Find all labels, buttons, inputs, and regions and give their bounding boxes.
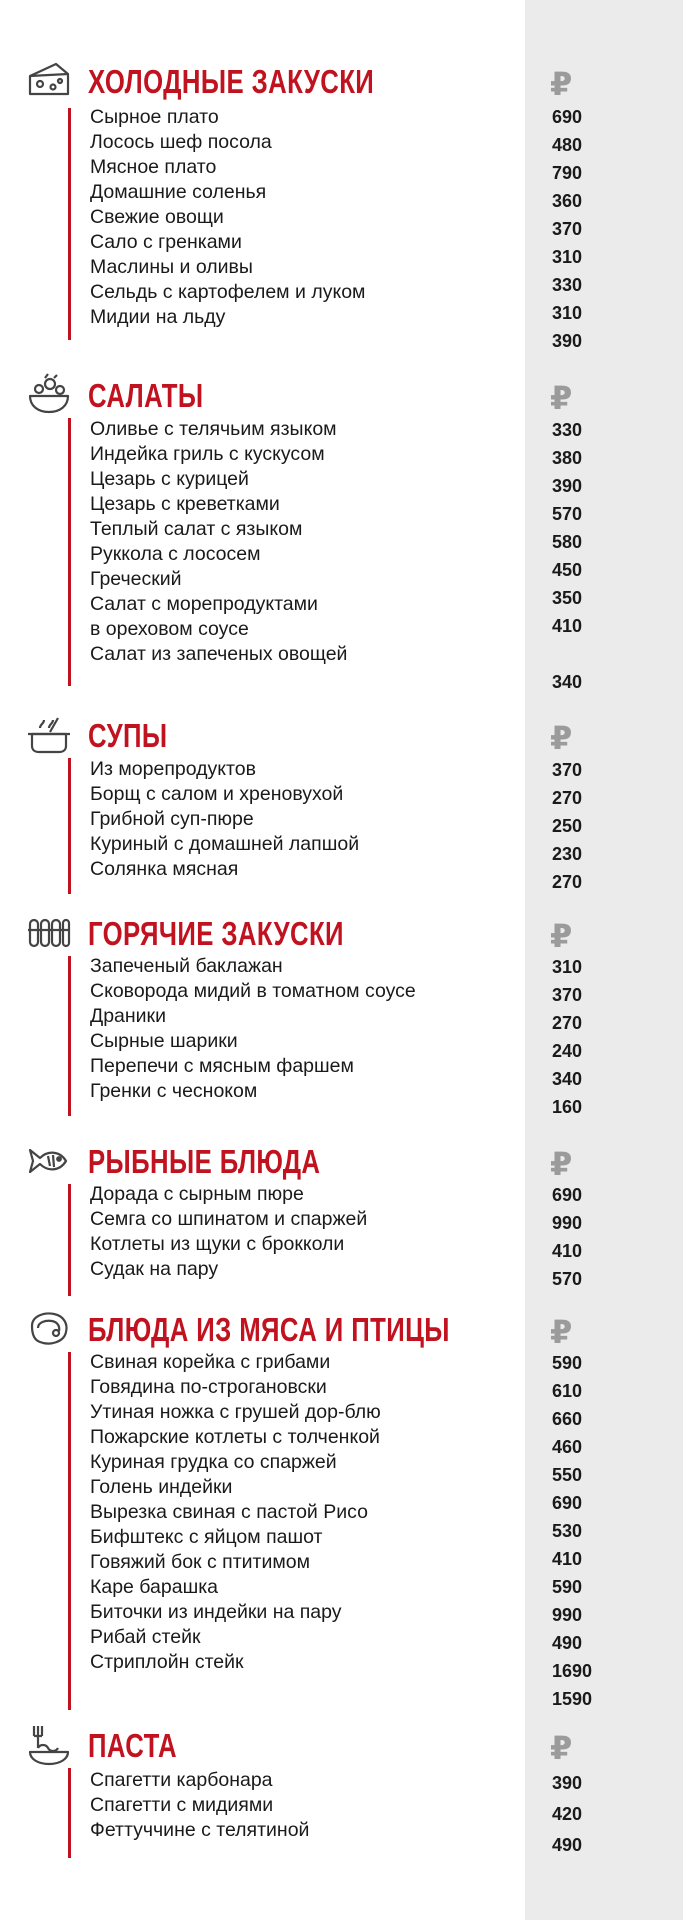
price: 590 <box>552 1353 583 1373</box>
section-title: СУПЫ <box>88 717 168 754</box>
ruble-symbol: ₽ <box>550 719 573 757</box>
price: 1590 <box>552 1689 593 1709</box>
section-divider-line <box>68 418 71 686</box>
menu-item: Запеченый баклажан <box>90 955 283 977</box>
menu-item: Салат с морепродуктами <box>90 593 318 615</box>
section-title: РЫБНЫЕ БЛЮДА <box>88 1143 321 1180</box>
price-column-background <box>525 0 683 1920</box>
section-title: ХОЛОДНЫЕ ЗАКУСКИ <box>88 63 375 100</box>
menu-item: Лосось шеф посола <box>90 131 272 153</box>
price: 250 <box>552 816 583 836</box>
price-list <box>552 953 582 1121</box>
menu-item: Сырные шарики <box>90 1030 238 1052</box>
menu-item: Маслины и оливы <box>90 256 253 278</box>
ruble-symbol: ₽ <box>550 65 573 103</box>
price: 270 <box>552 1013 583 1033</box>
menu-item: Теплый салат с языком <box>90 518 303 540</box>
item-list <box>90 1350 381 1675</box>
menu-item: Руккола с лососем <box>90 543 261 565</box>
price: 990 <box>552 1213 583 1233</box>
price-list <box>552 416 582 696</box>
menu-item: Сельдь с картофелем и луком <box>90 281 366 303</box>
price: 410 <box>552 1549 583 1569</box>
price: 570 <box>552 504 583 524</box>
menu-item: Индейка гриль с кускусом <box>90 443 325 465</box>
menu-item: Борщ с салом и хреновухой <box>90 783 344 805</box>
ruble-symbol: ₽ <box>550 1729 573 1767</box>
price: 390 <box>552 1773 583 1793</box>
menu-item: Цезарь с курицей <box>90 468 249 490</box>
menu-item: Голень индейки <box>90 1476 233 1498</box>
price: 230 <box>552 844 583 864</box>
menu-item: Сало с гренками <box>90 231 242 253</box>
menu-item: Каре барашка <box>90 1576 219 1598</box>
price: 450 <box>552 560 583 580</box>
menu-item: в ореховом соусе <box>90 618 249 640</box>
section-divider-line <box>68 758 71 894</box>
price: 240 <box>552 1041 583 1061</box>
menu-item: Спагетти с мидиями <box>90 1794 274 1816</box>
menu-item: Свиная корейка с грибами <box>90 1351 331 1373</box>
price: 360 <box>552 191 583 211</box>
section-title: САЛАТЫ <box>88 377 204 414</box>
pasta-fork-icon <box>26 1722 72 1768</box>
menu-item: Говяжий бок с птитимом <box>90 1551 311 1573</box>
price: 420 <box>552 1804 583 1824</box>
menu-item: Биточки из индейки на пару <box>90 1601 342 1623</box>
salad-bowl-icon <box>26 372 72 418</box>
price: 530 <box>552 1521 583 1541</box>
ruble-symbol: ₽ <box>550 379 573 417</box>
menu-item: Дорада с сырным пюре <box>90 1183 304 1205</box>
price: 370 <box>552 219 583 239</box>
item-list <box>90 757 359 882</box>
menu-item: Куриный с домашней лапшой <box>90 833 360 855</box>
price: 410 <box>552 1241 583 1261</box>
price: 490 <box>552 1633 583 1653</box>
menu-item: Стриплойн стейк <box>90 1651 244 1673</box>
section-divider-line <box>68 956 71 1116</box>
menu-item: Греческий <box>90 568 182 590</box>
price: 390 <box>552 476 583 496</box>
item-list <box>90 954 416 1104</box>
cheese-icon <box>26 58 72 104</box>
price: 410 <box>552 616 583 636</box>
ruble-symbol: ₽ <box>550 1145 573 1183</box>
section-divider-line <box>68 1184 71 1296</box>
price: 270 <box>552 788 583 808</box>
ruble-symbol: ₽ <box>550 917 573 955</box>
price: 660 <box>552 1409 583 1429</box>
price-list <box>552 1768 582 1861</box>
menu-item: Котлеты из щуки с брокколи <box>90 1233 345 1255</box>
price: 310 <box>552 303 583 323</box>
fish-icon <box>26 1138 72 1184</box>
section-title: ПАСТА <box>88 1727 178 1764</box>
menu-item: Драники <box>90 1005 166 1027</box>
price: 460 <box>552 1437 583 1457</box>
price-list <box>552 756 582 896</box>
menu-item: Рибай стейк <box>90 1626 201 1648</box>
price: 350 <box>552 588 583 608</box>
price: 580 <box>552 532 583 552</box>
price: 1690 <box>552 1661 593 1681</box>
menu-item: Семга со шпинатом и спаржей <box>90 1208 368 1230</box>
price: 480 <box>552 135 583 155</box>
price: 990 <box>552 1605 583 1625</box>
section-divider-line <box>68 1352 71 1710</box>
section-divider-line <box>68 1768 71 1858</box>
menu-item: Перепечи с мясным фаршем <box>90 1055 354 1077</box>
item-list <box>90 1768 309 1843</box>
menu-item: Судак на пару <box>90 1258 219 1280</box>
menu-item: Цезарь с креветками <box>90 493 280 515</box>
menu-item: Сырное плато <box>90 106 219 128</box>
menu-item: Бифштекс с яйцом пашот <box>90 1526 323 1548</box>
price: 590 <box>552 1577 583 1597</box>
steak-icon <box>26 1306 72 1352</box>
price: 370 <box>552 760 583 780</box>
menu-item: Свежие овощи <box>90 206 224 228</box>
price: 310 <box>552 957 583 977</box>
price: 690 <box>552 1493 583 1513</box>
menu-item: Салат из запеченых овощей <box>90 643 348 665</box>
menu-item: Вырезка свиная с пастой Рисо <box>90 1501 368 1523</box>
item-list <box>90 1182 367 1282</box>
price-list <box>552 103 582 355</box>
menu-item: Говядина по-строгановски <box>90 1376 327 1398</box>
price: 490 <box>552 1835 583 1855</box>
menu-item: Грибной суп-пюре <box>90 808 254 830</box>
price: 610 <box>552 1381 583 1401</box>
price: 340 <box>552 672 583 692</box>
menu-item: Сковорода мидий в томатном соусе <box>90 980 416 1002</box>
price: 330 <box>552 420 583 440</box>
price-list <box>552 1181 582 1293</box>
menu-item: Мясное плато <box>90 156 217 178</box>
menu-item: Мидии на льду <box>90 306 226 328</box>
price: 690 <box>552 107 583 127</box>
price: 690 <box>552 1185 583 1205</box>
menu-item: Оливье с телячьим языком <box>90 418 337 440</box>
menu-item: Куриная грудка со спаржей <box>90 1451 337 1473</box>
price: 390 <box>552 331 583 351</box>
menu-item: Феттуччине с телятиной <box>90 1819 310 1841</box>
price: 310 <box>552 247 583 267</box>
price: 370 <box>552 985 583 1005</box>
price: 270 <box>552 872 583 892</box>
price: 550 <box>552 1465 583 1485</box>
menu-item: Солянка мясная <box>90 858 239 880</box>
menu-item: Гренки с чесноком <box>90 1080 258 1102</box>
price: 330 <box>552 275 583 295</box>
price: 570 <box>552 1269 583 1289</box>
section-title: ГОРЯЧИЕ ЗАКУСКИ <box>88 915 344 952</box>
section-title: БЛЮДА ИЗ МЯСА И ПТИЦЫ <box>88 1311 450 1348</box>
menu-item: Пожарские котлеты с толченкой <box>90 1426 380 1448</box>
price: 380 <box>552 448 583 468</box>
price: 160 <box>552 1097 583 1117</box>
item-list <box>90 105 365 330</box>
item-list <box>90 417 347 667</box>
section-divider-line <box>68 108 71 340</box>
ruble-symbol: ₽ <box>550 1313 573 1351</box>
menu-item: Домашние соленья <box>90 181 267 203</box>
price-list <box>552 1349 592 1713</box>
price: 790 <box>552 163 583 183</box>
menu-item: Спагетти карбонара <box>90 1769 273 1791</box>
menu-item: Утиная ножка с грушей дор-блю <box>90 1401 381 1423</box>
menu-item: Из морепродуктов <box>90 758 256 780</box>
grill-sausages-icon <box>26 910 72 956</box>
price: 340 <box>552 1069 583 1089</box>
soup-pot-icon <box>26 712 72 758</box>
